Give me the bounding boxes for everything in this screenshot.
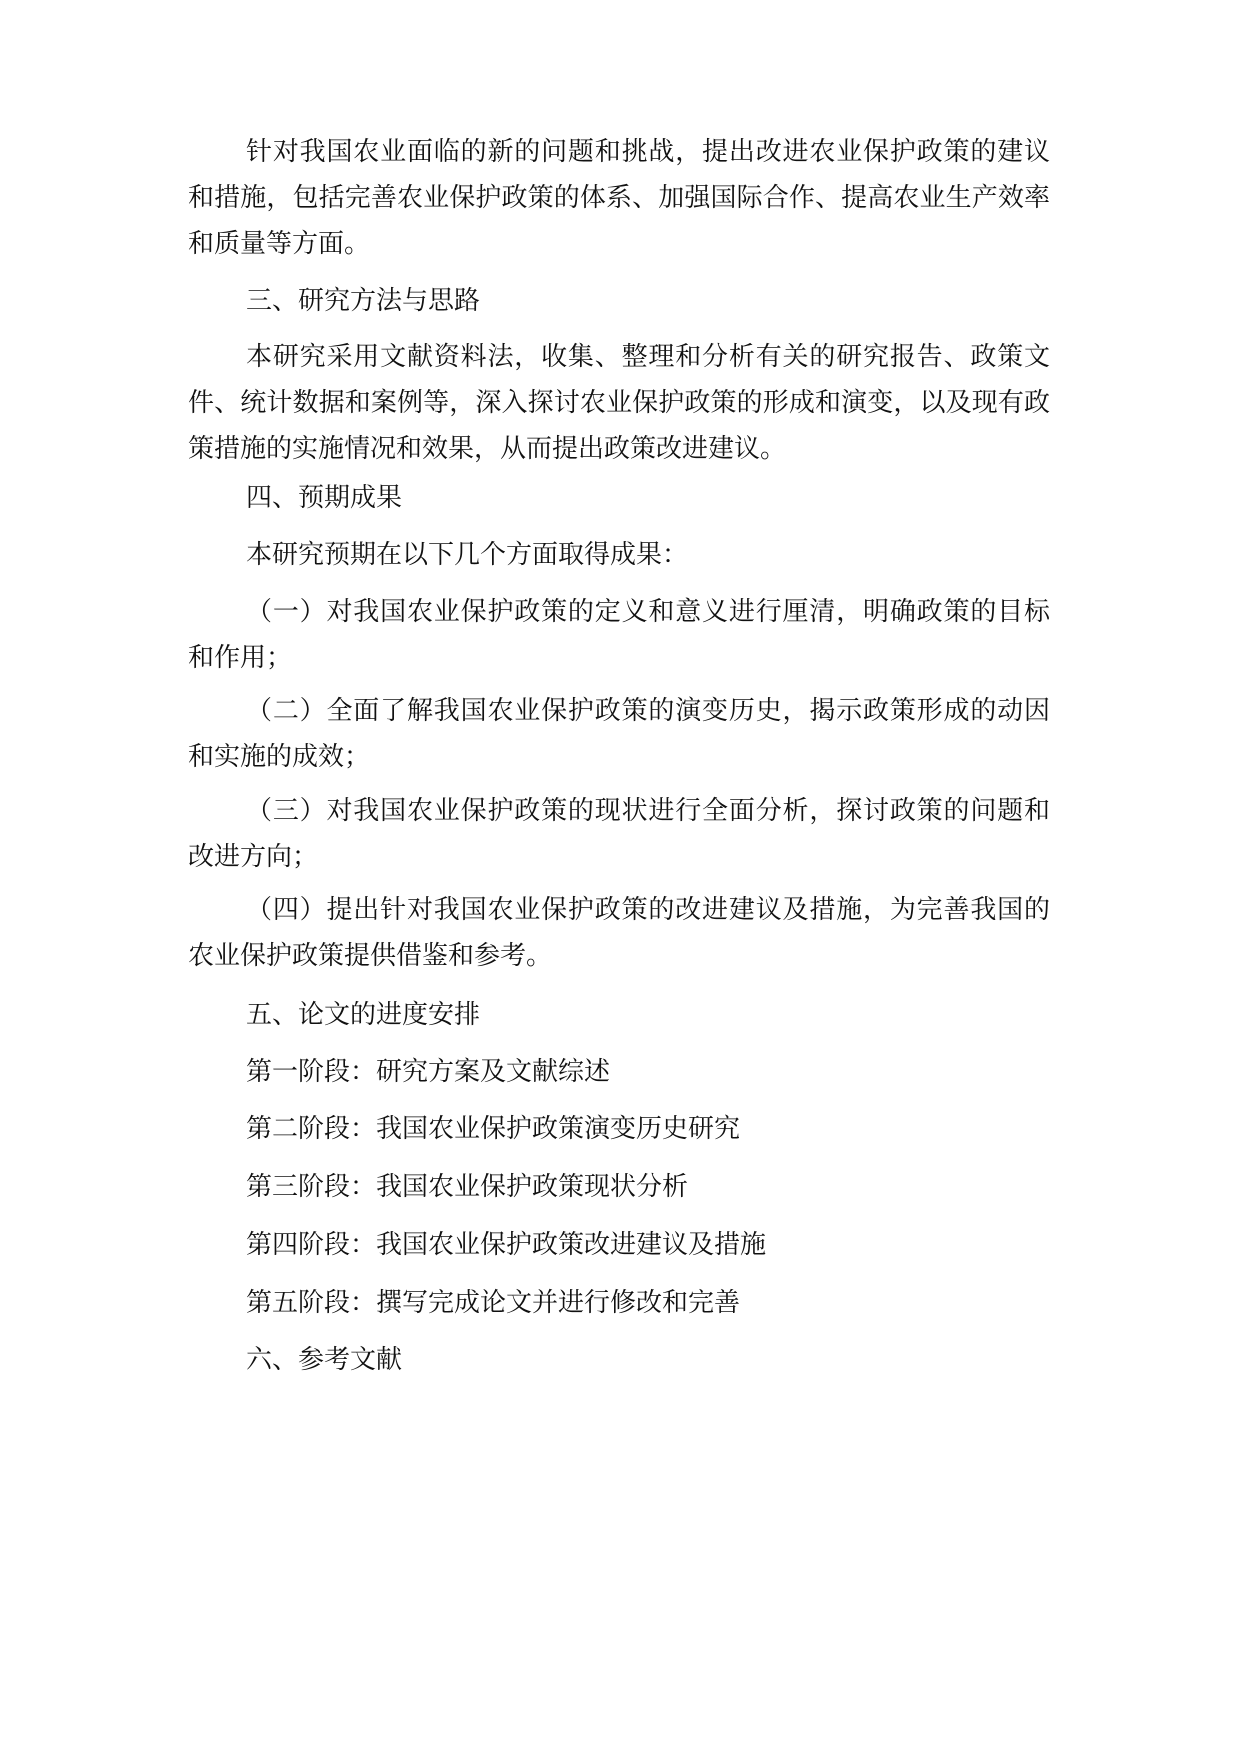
schedule-stage-3: 第三阶段：我国农业保护政策现状分析: [246, 1172, 689, 1202]
paragraph-expected-results-intro: 本研究预期在以下几个方面取得成果：: [246, 540, 689, 570]
schedule-stage-1: 第一阶段：研究方案及文献综述: [246, 1057, 611, 1087]
section-heading-expected-results: 四、预期成果: [246, 483, 403, 513]
list-item-result-2: （二）全面了解我国农业保护政策的演变历史，揭示政策形成的动因和实施的成效；: [188, 696, 1050, 772]
section-heading-references: 六、参考文献: [246, 1345, 403, 1375]
section-heading-methods: 三、研究方法与思路: [246, 286, 481, 316]
list-item-result-1: （一）对我国农业保护政策的定义和意义进行厘清，明确政策的目标和作用；: [188, 597, 1050, 673]
list-item-result-4: （四）提出针对我国农业保护政策的改进建议及措施，为完善我国的农业保护政策提供借鉴和参考。: [188, 895, 1050, 971]
schedule-stage-2: 第二阶段：我国农业保护政策演变历史研究: [246, 1114, 741, 1144]
paragraph-methods: 本研究采用文献资料法，收集、整理和分析有关的研究报告、政策文件、统计数据和案例等，深入探讨农业保护政策的形成和演变，以及现有政策措施的实施情况和效果，从而提出政策改进建议。: [188, 342, 1050, 464]
paragraph-recommendations: 针对我国农业面临的新的问题和挑战，提出改进农业保护政策的建议和措施，包括完善农业保护政策的体系、加强国际合作、提高农业生产效率和质量等方面。: [188, 137, 1050, 259]
section-heading-schedule: 五、论文的进度安排: [246, 1000, 481, 1030]
schedule-stage-4: 第四阶段：我国农业保护政策改进建议及措施: [246, 1230, 767, 1260]
list-item-result-3: （三）对我国农业保护政策的现状进行全面分析，探讨政策的问题和改进方向；: [188, 796, 1050, 872]
schedule-stage-5: 第五阶段：撰写完成论文并进行修改和完善: [246, 1288, 741, 1318]
